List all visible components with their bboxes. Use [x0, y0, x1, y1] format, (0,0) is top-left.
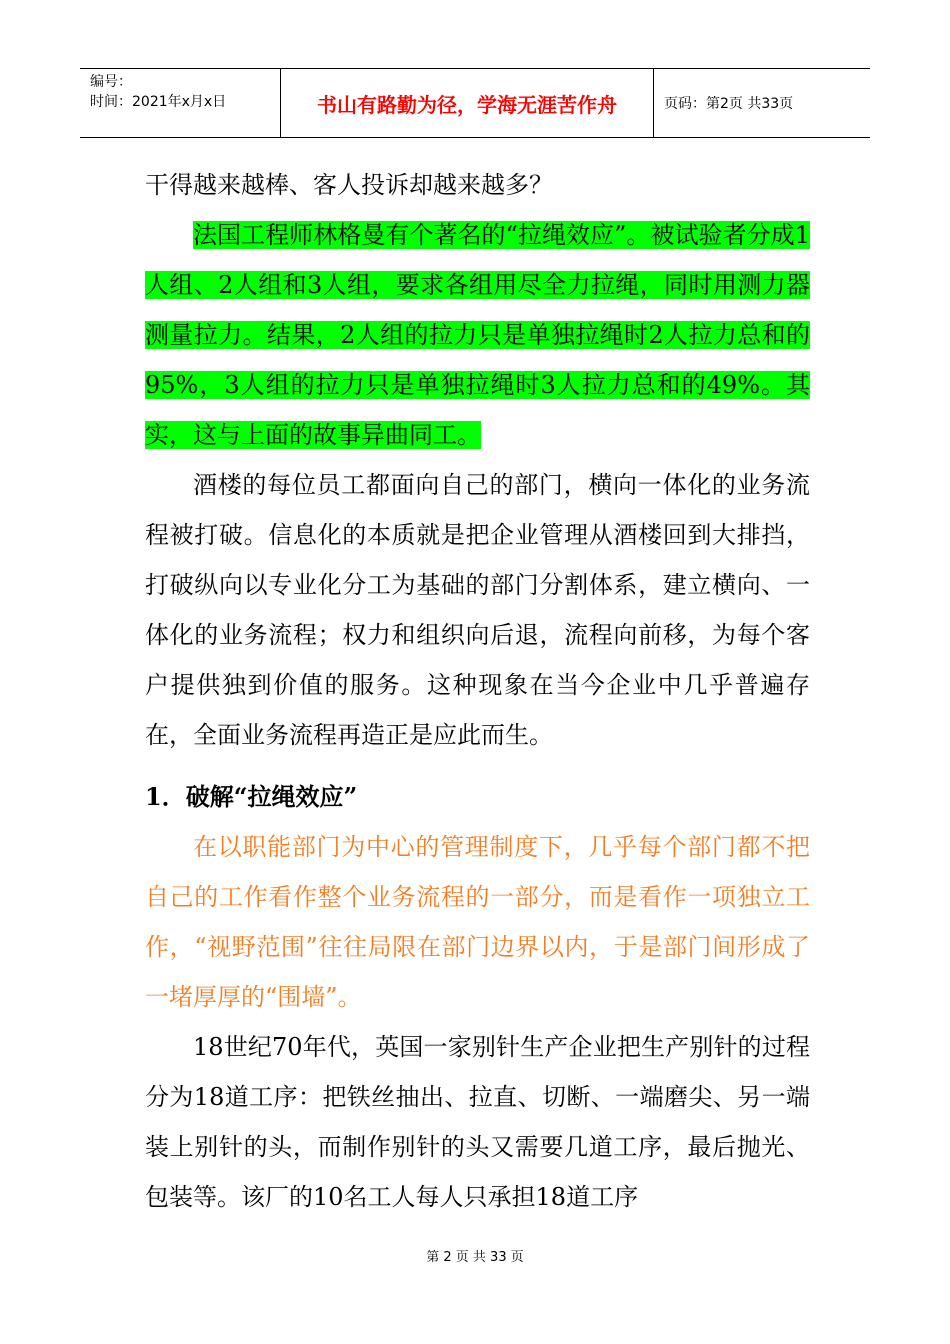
page-footer: 第 2 页 共 33 页 — [426, 1250, 524, 1265]
header-page-info: 页码：第2页 共33页 — [664, 96, 794, 112]
document-body — [145, 160, 810, 1222]
paragraph-3: 酒楼的每位员工都面向自己的部门，横向一体化的业务流程被打破。信息化的本质就是把企业管理从酒楼回到大排挡，打破纵向以专业化分工为基础的部门分割体系，建立横向、一体化的业务流程；权力和组织向后退，流程向前移，为每个客户提供独到价值的服务。这种现象在当今企业中几乎普遍存在，全面业务流程再造正是应此而生。 — [145, 471, 810, 749]
header-meta — [80, 69, 281, 137]
paragraph-1: 干得越来越棒、客人投诉却越来越多？ — [145, 171, 553, 199]
paragraph-4: 在以职能部门为中心的管理制度下，几乎每个部门都不把自己的工作看作整个业务流程的一部分，而是看作一项独立工作，“视野范围”往往局限在部门边界以内，于是部门间形成了一堵厚厚的“围墙”。 — [145, 833, 810, 1011]
time-label: 时间：2021年x月x日 — [90, 94, 227, 110]
paragraph-2 — [145, 210, 810, 460]
section-heading: 1．破解“拉绳效应” — [145, 782, 358, 811]
page-header — [80, 68, 870, 138]
number-label: 编号： — [90, 74, 132, 90]
paragraph-5: 18世纪70年代，英国一家别针生产企业把生产别针的过程分为18道工序：把铁丝抽出、拉直、切断、一端磨尖、另一端装上别针的头，而制作别针的头又需要几道工序，最后抛光、包装等。该厂的10名工人每人只承担18道工序 — [145, 1033, 810, 1211]
header-motto: 书山有路勤为径，学海无涯苦作舟 — [281, 69, 654, 137]
highlighted-text: 法国工程师林格曼有个著名的“拉绳效应”。被试验者分成1人组、2人组和3人组，要求各组用尽全力拉绳，同时用测力器测量拉力。结果，2人组的拉力只是单独拉绳时2人拉力总和的95%，3人组的拉力只是单独拉绳时3人拉力总和的49%。其实，这与上面的故事异曲同工。 — [145, 221, 810, 449]
